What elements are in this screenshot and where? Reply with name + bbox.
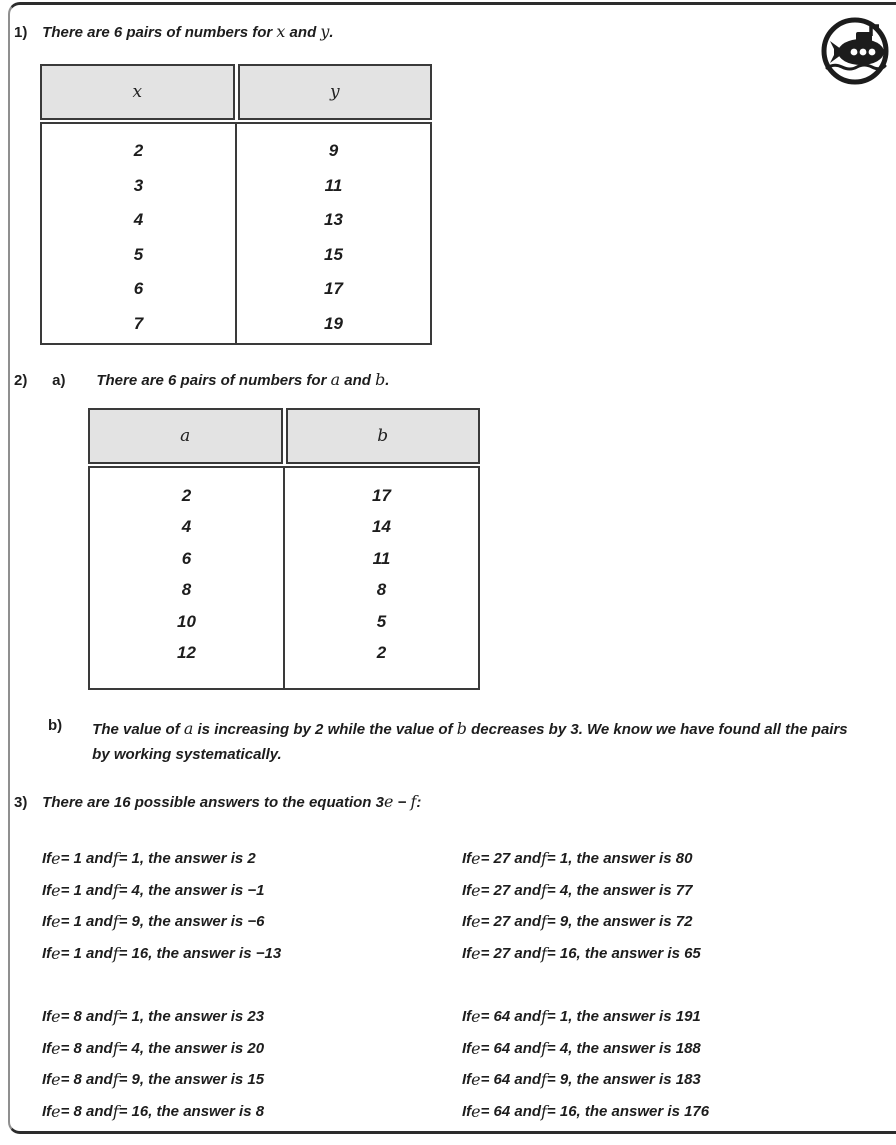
- table-header-row: [88, 408, 480, 464]
- question-2a-heading: [14, 370, 389, 391]
- question-2-number: 2): [14, 372, 28, 389]
- question-2a-prompt: There are 6 pairs of numbers for a and b.: [96, 370, 390, 389]
- table-value: 6: [133, 279, 144, 299]
- table-value: 3: [133, 175, 144, 195]
- answer-line: If e = 64 and f = 9, the answer is 183: [462, 1070, 701, 1090]
- answer-line: If e = 27 and f = 4, the answer is 77: [462, 880, 693, 900]
- table-body: [40, 122, 432, 345]
- table-body: [88, 466, 480, 690]
- answer-line: If e = 64 and f = 16, the answer is 176: [462, 1101, 710, 1121]
- table-value: 19: [324, 313, 343, 333]
- answer-line: If e = 1 and f = 4, the answer is −1: [42, 880, 265, 900]
- table-header-cell: b: [286, 408, 481, 464]
- table-value: 13: [324, 210, 343, 230]
- table-value: 15: [324, 244, 343, 264]
- answer-line: If e = 27 and f = 16, the answer is 65: [462, 943, 701, 963]
- answer-line: If e = 1 and f = 16, the answer is −13: [42, 943, 282, 963]
- answer-line: If e = 8 and f = 9, the answer is 15: [42, 1070, 265, 1090]
- answer-line: If e = 27 and f = 9, the answer is 72: [462, 912, 693, 932]
- question-2b-prompt: The value of a is increasing by 2 while the value of b decreases by 3. We know we have found all the pairs by working systematically.: [92, 719, 848, 763]
- question-1-number: 1): [14, 24, 28, 41]
- table-value: 8: [181, 580, 192, 600]
- table-value: 10: [177, 611, 196, 631]
- table-header-cell: y: [238, 64, 433, 120]
- table-value: 5: [376, 611, 387, 631]
- table-header-cell: a: [88, 408, 283, 464]
- table-value: 9: [328, 141, 339, 161]
- table-column: [90, 468, 283, 688]
- answer-line: If e = 64 and f = 1, the answer is 191: [462, 1007, 701, 1027]
- answer-line: If e = 8 and f = 16, the answer is 8: [42, 1101, 265, 1121]
- table-value: 11: [324, 175, 343, 195]
- table-value: 2: [376, 643, 387, 663]
- question-3-number: 3): [14, 794, 28, 811]
- answer-line: If e = 27 and f = 1, the answer is 80: [462, 849, 693, 869]
- answer-line: If e = 8 and f = 4, the answer is 20: [42, 1038, 265, 1058]
- question-3-prompt: There are 16 possible answers to the equation 3e − f:: [42, 792, 422, 811]
- question-2b-letter: b): [48, 717, 63, 734]
- xy-table: [40, 64, 432, 345]
- table-header-cell: x: [40, 64, 235, 120]
- answer-line: If e = 1 and f = 1, the answer is 2: [42, 849, 256, 869]
- table-header-row: [40, 64, 432, 120]
- question-3-heading: [14, 792, 421, 813]
- table-column: [235, 124, 430, 343]
- table-value: 2: [181, 485, 192, 505]
- question-1-prompt: There are 6 pairs of numbers for x and y.: [42, 22, 334, 41]
- table-column: [283, 468, 478, 688]
- table-value: 12: [177, 643, 196, 663]
- question-2b-heading: [48, 716, 860, 767]
- table-column: [42, 124, 235, 343]
- question-2a-letter: a): [52, 372, 66, 389]
- answer-group-2: [42, 1001, 872, 1127]
- table-value: 14: [372, 517, 391, 537]
- table-value: 2: [133, 141, 144, 161]
- table-value: 4: [133, 210, 144, 230]
- table-value: 8: [376, 580, 387, 600]
- table-value: 7: [133, 313, 144, 333]
- table-value: 17: [372, 485, 391, 505]
- table-value: 6: [181, 548, 192, 568]
- question-1-heading: [14, 22, 334, 43]
- answer-line: If e = 1 and f = 9, the answer is −6: [42, 912, 265, 932]
- table-value: 5: [133, 244, 144, 264]
- answer-group-1: [42, 843, 872, 969]
- ab-table: [88, 408, 480, 690]
- table-value: 4: [181, 517, 192, 537]
- submarine-icon: [819, 15, 891, 87]
- table-value: 11: [372, 548, 391, 568]
- answer-line: If e = 64 and f = 4, the answer is 188: [462, 1038, 701, 1058]
- answer-line: If e = 8 and f = 1, the answer is 23: [42, 1007, 265, 1027]
- table-value: 17: [324, 279, 343, 299]
